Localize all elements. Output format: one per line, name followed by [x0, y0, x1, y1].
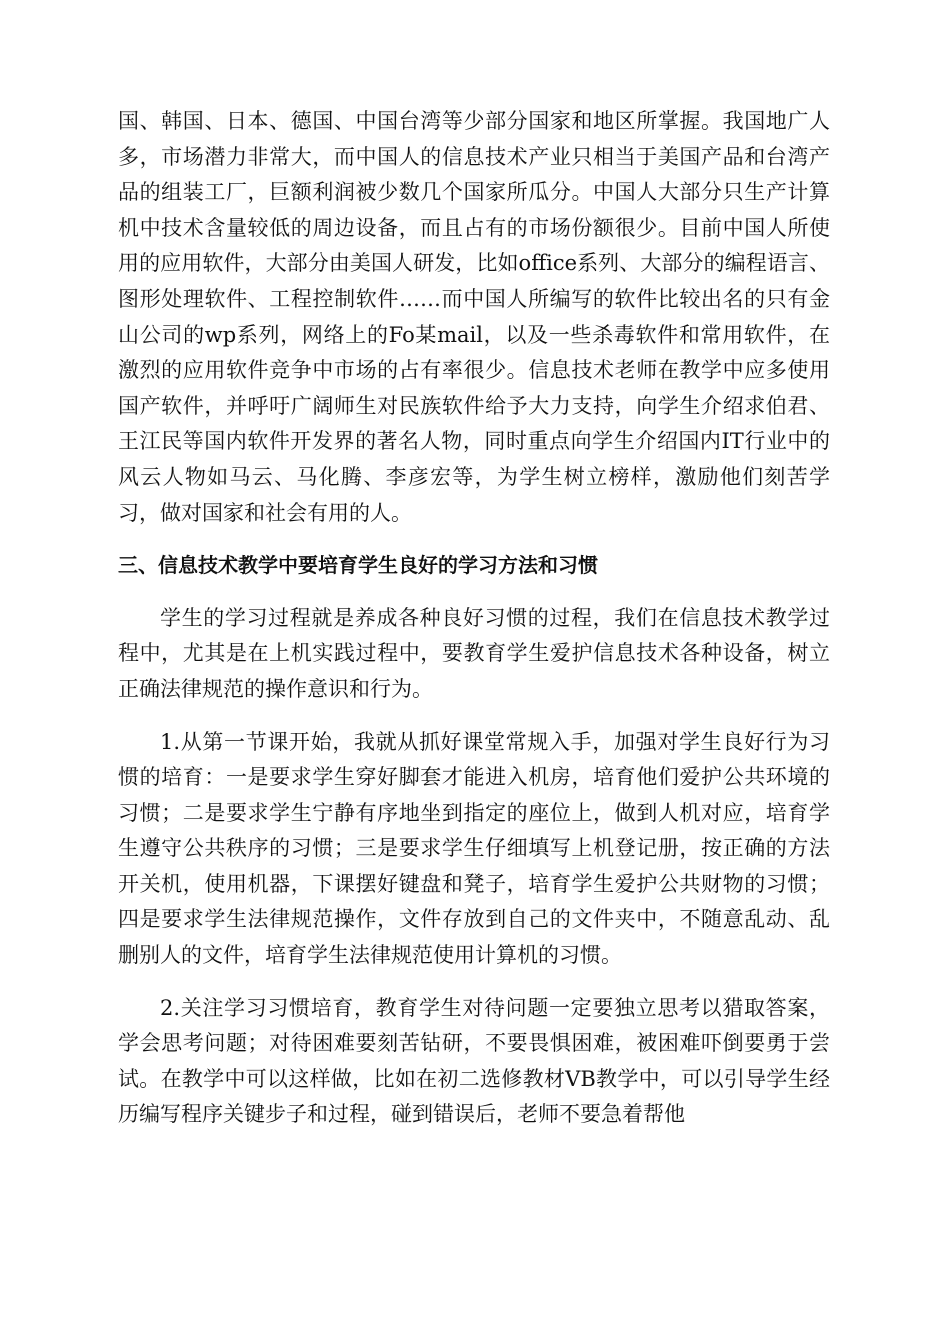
paragraph-learning-habits: 学生的学习过程就是养成各种良好习惯的过程，我们在信息技术教学过程中，尤其是在上机实践过程中，要教育学生爱护信息技术各种设备，树立正确法律规范的操作意识和行为。: [118, 605, 830, 701]
document-body: [118, 104, 830, 1150]
paragraph-item-1: 1.从第一节课开始，我就从抓好课堂常规入手，加强对学生良好行为习惯的培育：一是要求学生穿好脚套才能进入机房，培育他们爱护公共环境的习惯；二是要求学生宁静有序地坐到指定的座位上，做到人机对应，培育学生遵守公共秩序的习惯；三是要求学生仔细填写上机登记册，按正确的方法开关机，使用机器，下课摆好键盘和凳子，培育学生爱护公共财物的习惯；四是要求学生法律规范操作，文件存放到自己的文件夹中，不随意乱动、乱删别人的文件，培育学生法律规范使用计算机的习惯。: [118, 729, 830, 968]
paragraph-continued: 国、韩国、日本、德国、中国台湾等少部分国家和地区所掌握。我国地广人多，市场潜力非常大，而中国人的信息技术产业只相当于美国产品和台湾产品的组装工厂，巨额利润被少数几个国家所瓜分。中国人大部分只生产计算机中技术含量较低的周边设备，而且占有的市场份额很少。目前中国人所使用的应用软件，大部分由美国人研发，比如office系列、大部分的编程语言、图形处理软件、工程控制软件……而中国人所编写的软件比较出名的只有金山公司的wp系列，网络上的Fo某mail，以及一些杀毒软件和常用软件，在激烈的应用软件竞争中市场的占有率很少。信息技术老师在教学中应多使用国产软件，并呼吁广阔师生对民族软件给予大力支持，向学生介绍求伯君、王江民等国内软件开发界的著名人物，同时重点向学生介绍国内IT行业中的风云人物如马云、马化腾、李彦宏等，为学生树立榜样，激励他们刻苦学习，做对国家和社会有用的人。: [118, 109, 830, 525]
section-heading-3: 三、信息技术教学中要培育学生良好的学习方法和习惯: [118, 553, 598, 578]
paragraph-item-2: 2.关注学习习惯培育，教育学生对待问题一定要独立思考以猎取答案，学会思考问题；对待困难要刻苦钻研，不要畏惧困难，被困难吓倒要勇于尝试。在教学中可以这样做，比如在初二选修教材VB教学中，可以引导学生经历编写程序关键步子和过程，碰到错误后，老师不要急着帮他: [118, 995, 830, 1127]
